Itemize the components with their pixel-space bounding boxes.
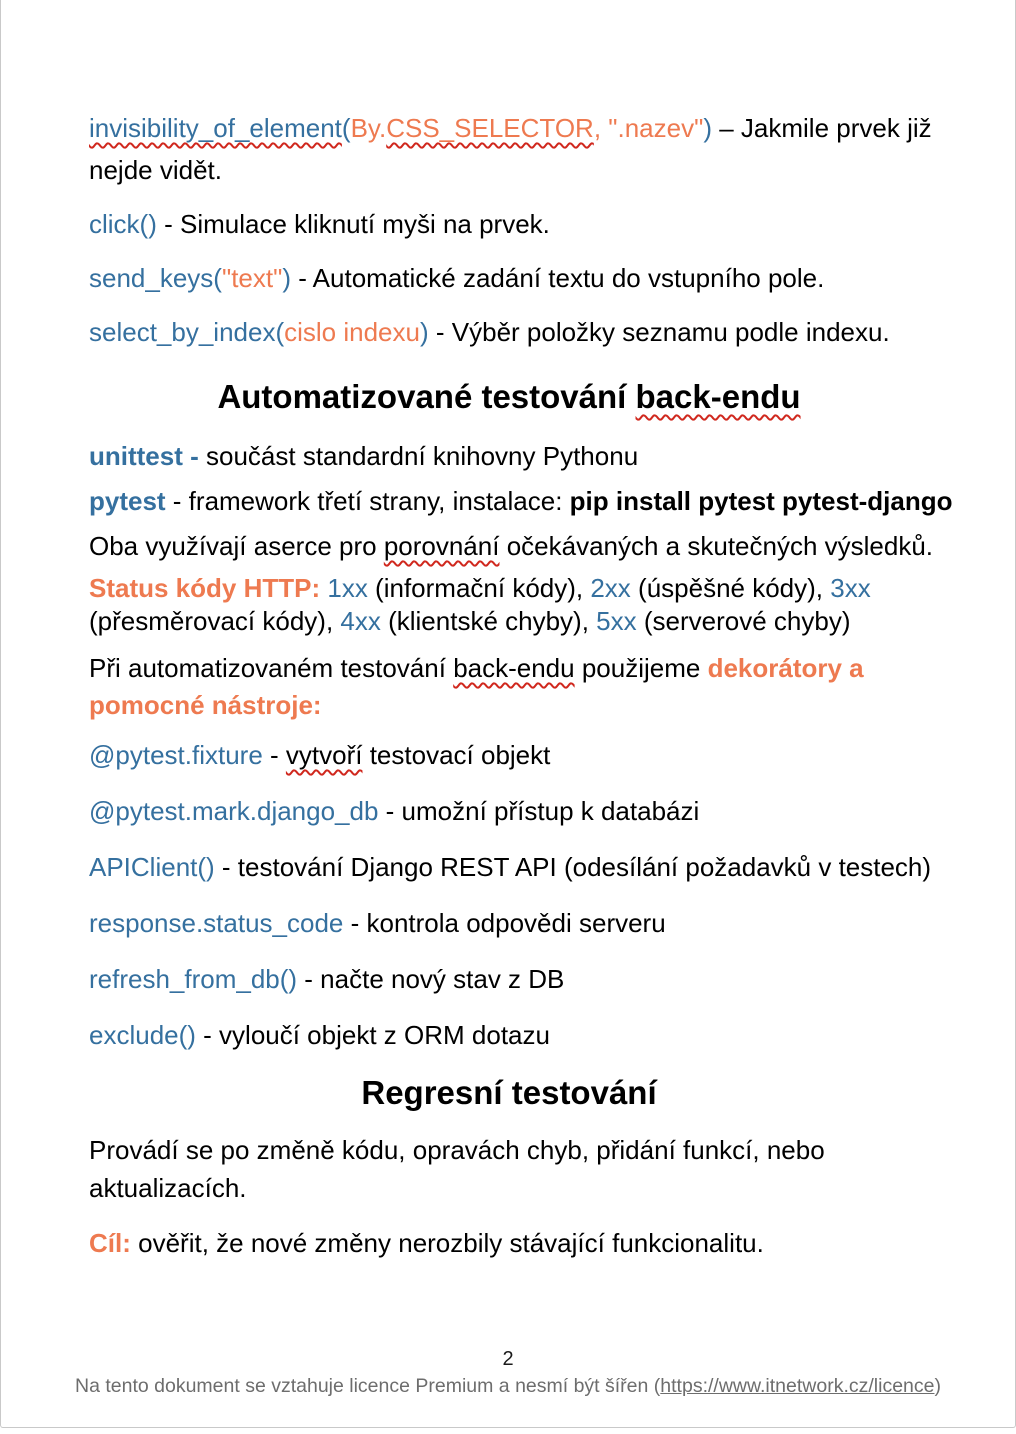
text-run: ) bbox=[419, 317, 429, 347]
license-link[interactable]: https://www.itnetwork.cz/licence bbox=[660, 1375, 935, 1397]
text-line bbox=[89, 1014, 929, 1056]
text-run: Při automatizovaném testování bbox=[89, 653, 454, 683]
text-run: ) bbox=[703, 113, 712, 143]
text-run: ( bbox=[341, 113, 351, 143]
code-invisibility-of-element bbox=[89, 107, 932, 191]
text-run: cislo indexu bbox=[284, 317, 420, 347]
license-text-suffix: ) bbox=[934, 1375, 941, 1397]
text-line bbox=[89, 734, 929, 776]
text-run: - vyloučí objekt z ORM dotazu bbox=[195, 1020, 550, 1050]
text-run: "text" bbox=[221, 263, 283, 293]
text-line bbox=[89, 1131, 929, 1169]
misspelled-text-run: porovnání bbox=[383, 531, 500, 561]
code-pytest-fixture bbox=[89, 734, 929, 776]
document-body bbox=[1, 0, 1015, 1262]
text-run: - Simulace kliknutí myši na prvek. bbox=[156, 209, 550, 239]
para-cil bbox=[89, 1224, 929, 1262]
code-pytest-mark-django-db bbox=[89, 790, 929, 832]
text-run: ) bbox=[282, 263, 292, 293]
text-line bbox=[89, 1224, 929, 1262]
text-run: - kontrola odpovědi serveru bbox=[343, 908, 666, 938]
text-line bbox=[89, 107, 932, 149]
text-line bbox=[89, 572, 929, 605]
text-line bbox=[89, 527, 934, 566]
text-run: 1xx bbox=[327, 573, 368, 603]
text-line bbox=[89, 1070, 929, 1116]
text-run: 3xx bbox=[830, 573, 871, 603]
misspelled-text-run: back-endu bbox=[635, 378, 801, 415]
text-run: pip install pytest pytest-django bbox=[569, 486, 953, 516]
text-run: - framework třetí strany, instalace: bbox=[165, 486, 570, 516]
text-line bbox=[89, 687, 929, 724]
text-run: , bbox=[593, 113, 609, 143]
text-run: refresh_from_db() bbox=[89, 964, 298, 994]
text-run: součást standardní knihovny Pythonu bbox=[198, 441, 639, 471]
text-run: @pytest.fixture bbox=[89, 740, 263, 770]
text-run: – Jakmile prvek již bbox=[712, 113, 932, 143]
text-run: aktualizacích. bbox=[89, 1173, 247, 1203]
text-run: (přesměrovací kódy), bbox=[89, 606, 341, 636]
line-oba-vyuzivaji bbox=[89, 527, 934, 566]
text-run: (informační kódy), bbox=[367, 573, 591, 603]
text-run: Cíl: bbox=[89, 1228, 131, 1258]
text-run: exclude() bbox=[89, 1020, 196, 1050]
text-run: Status kódy HTTP: bbox=[89, 573, 328, 603]
heading-regression-testing bbox=[89, 1070, 929, 1116]
text-run: (klientské chyby), bbox=[380, 606, 597, 636]
text-run: APIClient() bbox=[89, 852, 215, 882]
text-line bbox=[89, 257, 929, 299]
misspelled-text-run: CSS_SELECTOR bbox=[386, 113, 594, 143]
para-status-kody-http bbox=[89, 572, 929, 638]
text-line bbox=[89, 902, 929, 944]
text-run: očekávaných a skutečných výsledků. bbox=[499, 531, 934, 561]
text-run: 5xx bbox=[596, 606, 637, 636]
text-run: Provádí se po změně kódu, opravách chyb, přidání funkcí, nebo bbox=[89, 1135, 825, 1165]
code-select-by-index bbox=[89, 311, 929, 353]
para-pri-automatizovanem bbox=[89, 650, 929, 724]
text-run: nejde vidět. bbox=[89, 155, 222, 185]
text-run: - Automatické zadání textu do vstupního pole. bbox=[291, 263, 825, 293]
text-run: pytest bbox=[89, 486, 166, 516]
code-send-keys bbox=[89, 257, 929, 299]
code-apiclient bbox=[89, 846, 932, 888]
misspelled-text-run: back-endu bbox=[453, 653, 575, 683]
text-run: (úspěšné kódy), bbox=[630, 573, 831, 603]
text-run: click() bbox=[89, 209, 157, 239]
text-run: send_keys( bbox=[89, 263, 222, 293]
text-run: - testování Django REST API (odesílání požadavků v testech) bbox=[214, 852, 932, 882]
license-text-prefix: Na tento dokument se vztahuje licence Premium a nesmí být šířen ( bbox=[75, 1375, 661, 1397]
text-run: - bbox=[262, 740, 286, 770]
text-run: pomocné nástroje: bbox=[89, 690, 322, 720]
text-line bbox=[89, 958, 929, 1000]
line-pytest bbox=[89, 482, 953, 521]
code-refresh-from-db bbox=[89, 958, 929, 1000]
text-run: testovací objekt bbox=[362, 740, 551, 770]
text-run: @pytest.mark.django_db bbox=[89, 796, 379, 826]
text-run: By. bbox=[350, 113, 387, 143]
code-exclude bbox=[89, 1014, 929, 1056]
text-run: ověřit, že nové změny nerozbily stávající funkcionalitu. bbox=[130, 1228, 764, 1258]
text-line bbox=[89, 437, 929, 476]
text-line bbox=[89, 482, 953, 521]
text-line bbox=[89, 650, 929, 687]
text-run: Regresní testování bbox=[361, 1074, 657, 1111]
text-run: použijeme bbox=[574, 653, 708, 683]
text-line bbox=[89, 1169, 929, 1207]
license-note bbox=[1, 1374, 1015, 1398]
heading-automated-backend-testing bbox=[89, 374, 929, 420]
text-run: response.status_code bbox=[89, 908, 344, 938]
code-response-status-code bbox=[89, 902, 929, 944]
text-line bbox=[89, 311, 929, 353]
code-click bbox=[89, 203, 929, 245]
text-line bbox=[89, 790, 929, 832]
misspelled-text-run: invisibility_of_element bbox=[89, 113, 342, 143]
text-run: (serverové chyby) bbox=[636, 606, 851, 636]
para-provadi-se bbox=[89, 1131, 929, 1207]
text-run: unittest - bbox=[89, 441, 199, 471]
line-unittest bbox=[89, 437, 929, 476]
text-line bbox=[89, 203, 929, 245]
text-run: - umožní přístup k databázi bbox=[378, 796, 700, 826]
text-run: ".nazev" bbox=[608, 113, 704, 143]
page-number: 2 bbox=[502, 1348, 514, 1370]
text-line bbox=[89, 605, 929, 638]
text-run: - načte nový stav z DB bbox=[297, 964, 565, 994]
text-line bbox=[89, 846, 932, 888]
text-run: 4xx bbox=[340, 606, 381, 636]
text-run: Oba využívají aserce pro bbox=[89, 531, 384, 561]
text-line bbox=[89, 374, 929, 420]
misspelled-text-run: vytvoří bbox=[285, 740, 363, 770]
text-run: dekorátory a bbox=[707, 653, 864, 683]
text-run: Automatizované testování bbox=[217, 378, 636, 415]
text-run: select_by_index( bbox=[89, 317, 285, 347]
text-line bbox=[89, 149, 929, 191]
text-run: - Výběr položky seznamu podle indexu. bbox=[428, 317, 890, 347]
text-run: 2xx bbox=[590, 573, 631, 603]
